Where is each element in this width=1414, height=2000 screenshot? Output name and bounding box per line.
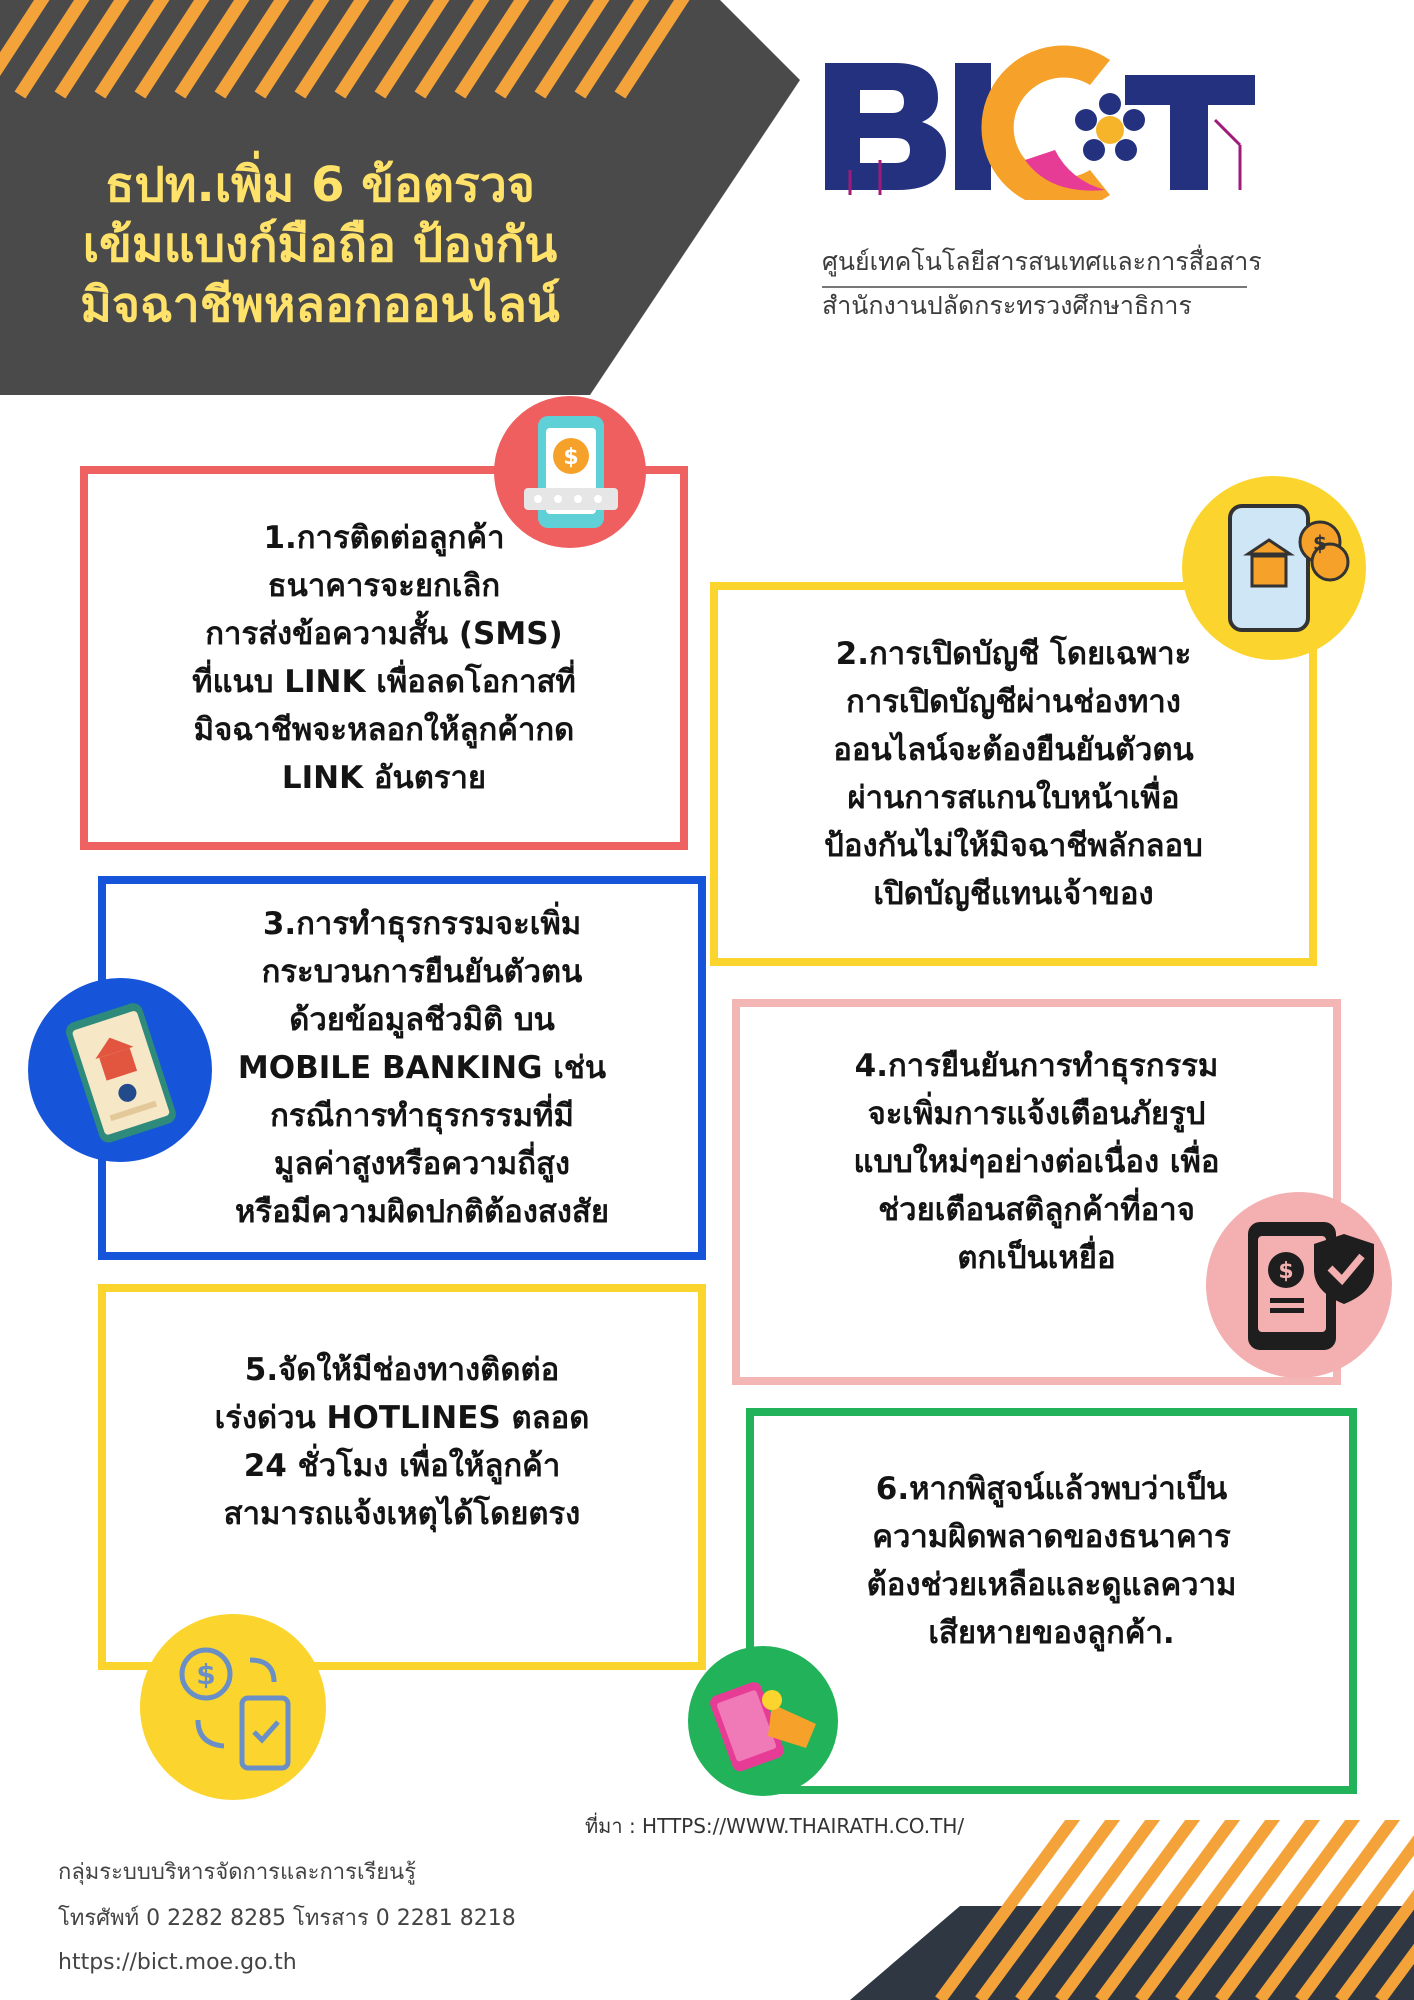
footer-contact: โทรศัพท์ 0 2282 8285 โทรสาร 0 2281 8218 xyxy=(58,1906,516,1931)
page-title: ธปท.เพิ่ม 6 ข้อตรวจ เข้มแบงก์มือถือ ป้องกัน มิจฉาชีพหลอกออนไลน์ xyxy=(80,157,560,333)
secure-payment-icon xyxy=(1206,1192,1392,1378)
card-3: 3.การทำธุรกรรมจะเพิ่ม กระบวนการยืนยันตัวตน ด้วยข้อมูลชีวมิติ บน MOBILE BANKING เช่น กรณีการทำธุรกรรมที่มี มูลค่าสูงหรือความถี่สูง หรือมีความผิดปกติต้องสงสัย xyxy=(98,876,706,1260)
bict-logo xyxy=(820,30,1260,200)
mobile-payment-icon xyxy=(688,1646,838,1796)
mobile-home-icon xyxy=(28,978,212,1162)
card-2: 2.การเปิดบัญชี โดยเฉพาะ การเปิดบัญชีผ่านช่องทาง ออนไลน์จะต้องยืนยันตัวตน ผ่านการสแกนใบหน้าเพื่อ ป้องกันไม่ให้มิจฉาชีพลักลอบ เปิดบัญชีแทนเจ้าของ xyxy=(710,582,1317,966)
card-5: 5.จัดให้มีช่องทางติดต่อ เร่งด่วน HOTLINES ตลอด 24 ชั่วโมง เพื่อให้ลูกค้า สามารถแจ้งเหตุได้โดยตรง xyxy=(98,1284,706,1670)
card-4: 4.การยืนยันการทำธุรกรรม จะเพิ่มการแจ้งเตือนภัยรูป แบบใหม่ๆอย่างต่อเนื่อง เพื่อ ช่วยเตือนสติลูกค้าที่อาจ ตกเป็นเหยื่อ xyxy=(732,999,1341,1385)
logo-subtitle: ศูนย์เทคโนโลยีสารสนเทศและการสื่อสาร สำนักงานปลัดกระทรวงศึกษาธิการ xyxy=(822,247,1262,320)
svg-text:$: $ xyxy=(563,445,579,470)
svg-text:$: $ xyxy=(1313,531,1327,555)
footer-org: กลุ่มระบบบริหารจัดการและการเรียนรู้ xyxy=(58,1860,417,1885)
money-transfer-icon xyxy=(140,1614,326,1800)
logo-divider xyxy=(822,286,1247,288)
card-6: 6.หากพิสูจน์แล้วพบว่าเป็น ความผิดพลาดของธนาคาร ต้องช่วยเหลือและดูแลความ เสียหายของลูกค้า. xyxy=(746,1408,1357,1794)
footer-website[interactable]: https://bict.moe.go.th xyxy=(58,1950,297,1975)
svg-text:$: $ xyxy=(196,1658,216,1691)
source-note: ที่มา : HTTPS://WWW.THAIRATH.CO.TH/ xyxy=(585,1814,965,1838)
mobile-bank-icon xyxy=(1182,476,1366,660)
footer-stripes xyxy=(790,1820,1414,2000)
card-1: 1.การติดต่อลูกค้า ธนาคารจะยกเลิก การส่งข้อความสั้น (SMS) ที่แนบ LINK เพื่อลดโอกาสที่ มิจฉาชีพจะหลอกให้ลูกค้ากด LINK อันตราย xyxy=(80,466,688,850)
phone-password-icon xyxy=(494,396,646,548)
svg-text:$: $ xyxy=(1278,1259,1294,1284)
